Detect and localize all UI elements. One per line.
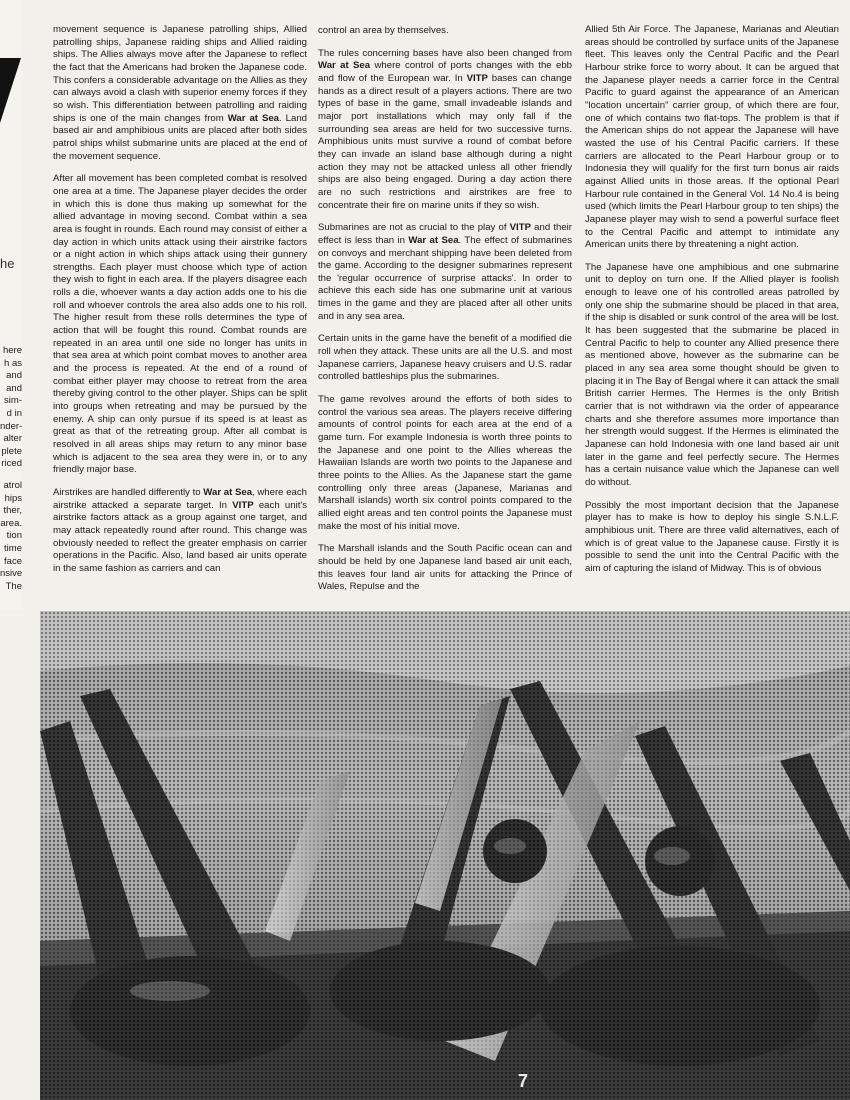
paragraph: The rules concerning bases have also been changed from War at Sea where control of ports changes with the ebb and flow of the European war. In VITP bases can change hands as a direct result of a players actions. There are two types of base in the game, small invadeable islands and major port installations which may only fall if the surrounding sea areas are held for two successive turns. Amphibious units must survive a round of combat before they can invade an island base although during a night action they may not be attacked unless all other friendly ships are also being engaged. During a day action there are no such restrictions and airstrikes are free to concentrate their fire on marine units if they so wish. (318, 47, 572, 211)
margin-fragment-line: atrol (3, 480, 22, 491)
deck-number-marking: 7 (518, 1071, 529, 1091)
margin-fragment-line: and (6, 382, 22, 394)
margin-fragment-line: sim- (4, 395, 22, 407)
article-column-1 (53, 24, 307, 576)
carrier-aircraft-photo (40, 611, 850, 1100)
paragraph: The Marshall islands and the South Pacific ocean can and should be held by one Japanese land based air unit each, this leaves four land air units for attacking the Prince of Wales, Repulse and the (318, 543, 572, 593)
margin-fragment-line: nsive (0, 568, 22, 580)
paragraph: Airstrikes are handled differently to War at Sea, where each airstrike attacked a separate target. In VITP each unit's airstrike factors attack as a group against one target, and may attack repeatedly round after round. This change was obviously needed to reflect the greater emphasis on carrier operations in the Pacific. Also, land based air units operate in the same fashion as carriers and can (53, 486, 308, 574)
paragraph: Certain units in the game have the benefit of a modified die roll when they attack. These units are all the U.S. and most Japanese carriers, Japanese heavy cruisers and U.S. radar controlled battleships plus the submarines. (318, 333, 572, 383)
margin-fragment-line: nder- (0, 420, 22, 432)
margin-fragment-line: time (4, 542, 22, 554)
aircraft-carrier-deck-photo-icon (40, 611, 850, 1100)
paragraph: Submarines are not as crucial to the play of VITP and their effect is less than in War at Sea. The effect of submarines on convoys and merchant shipping have been deleted from the game. According to the designer submarines represent the 'regular occurrence of surprise attacks'. In order to achieve this each side has one submarine unit at various times in the game and they are placed after all other units and in any sea area. (318, 222, 572, 322)
article-column-2 (318, 25, 572, 594)
margin-fragment-line: h as (4, 357, 22, 369)
margin-fragment-line: riced (1, 458, 22, 470)
margin-fragment-line: area. (0, 517, 22, 529)
black-triangle-graphic (0, 58, 21, 123)
margin-fragment-line: alter (3, 433, 22, 445)
margin-fragment-line: face (4, 555, 22, 567)
article-column-3 (585, 24, 839, 576)
margin-fragment-line: plete (1, 445, 22, 457)
margin-fragment-line: d in (6, 407, 22, 419)
margin-fragment-line: The (5, 580, 22, 592)
margin-fragment-line: here (2, 345, 22, 356)
margin-heading-fragment: he (0, 256, 15, 271)
paragraph: After all movement has been completed combat is resolved one area at a time. The Japanese player decides the order in which this is done thus making up somewhat for the allied advantage in moving second. Combat within a sea area is fought in rounds. Each round may consist of either a day action in which units attack using their airstrike factors or a night action in which ships attack using their gunnery strengths. Each player must choose which type of action they wish to fight in each area. If the players disagree each rolls a die, whoever wants a day action adds one to his die roll and whoever controls the area also adds one to his roll. The higher result from these rolls determines the type of action that will be fought this round. Combat rounds are repeated in an area until one side no longer has units in that sea area at which point combat moves to another area and the process is repeated. At the end of a round of combat either player may choose to retreat from the area thereby giving control to the other player. Ships can be split into groups when retreating and may be pursued by the enemy. A ship can only pursue if its speed is at least as great as that of the retreating group. After all combat is resolved in all areas ships may return to any minor base which is adjacent to the sea area they were in, or to any friendly major base. (53, 173, 307, 476)
paragraph: The game revolves around the efforts of both sides to control the various sea areas. The players receive differing amounts of control points for each area at the end of a game turn. For example Indonesia is worth three points to the Japanese and one point to the Allies whereas the Hawaiian Islands are worth two points to the Japanese and three points to the Allies. As the Japanese start the game controlling only three areas (Japanese, Marianas and Marshall islands) worth six control points compared to the allied eight areas and ten control points the Japanese must make the most of his initial move. (318, 394, 572, 532)
paragraph: movement sequence is Japanese patrolling ships, Allied patrolling ships, Japanese raiding ships and Allied raiding ships. The Allies always move after the Japanese to reflect the fact that the Americans had broken the Japanese code. This confers a considerable advantage on the Allies as they can always avoid a clash with superior enemy forces if they so wish. This differentiation between patrolling and raiding ships is one of the main changes from War at Sea. Land based air and amphibious units are placed after both sides patrol ships whilst submarine units are placed at the end of the movement sequence. (53, 24, 307, 162)
paragraph: Allied 5th Air Force. The Japanese, Marianas and Aleutian areas should be controlled by surface units of the Japanese fleet. This leaves only the Central Pacific and the Pearl Harbour strike force to worry about. It can be argued that the Japanese player needs a carrier force in the Central Pacific to guard against the appearance of an American "location uncertain" carrier group, of which there are four, one of which contains two flat-tops. The problem is that if the American ships do not appear the Japanese will have wasted the use of his Central Pacific carriers. If these carriers are allocated to the Pearl Harbour group or to Indonesia they will qualify for the first turn bonus air raids against Allied units in those areas. If the optional Pearl Harbour rule contained in the General Vol. 14 No.4 is being used (which limits the Pearl Harbour group to ten ships) the Japanese player may wish to send a powerful surface fleet to the Central Pacific and attempt to intimidate any American units there by threatening a night action. (585, 24, 839, 251)
paragraph: control an area by themselves. (318, 25, 449, 36)
margin-fragment-line: tion (6, 530, 22, 542)
paragraph: Possibly the most important decision that the Japanese player has to make is how to deploy his single S.N.L.F. amphibious unit. There are three valid alternatives, each of which is of great value to the Japanese cause. Firstly it is possible to send the unit into the Central Pacific with the aim of capturing the island of Midway. This is of obvious (585, 499, 839, 574)
margin-text-upper (0, 345, 22, 471)
margin-text-lower (0, 480, 22, 593)
margin-fragment-line: ther, (3, 505, 22, 517)
paragraph: The Japanese have one amphibious and one submarine unit to deploy on turn one. If the Allied player is foolish enough to leave one of his controlled areas patrolled by only one ship the submarine should be placed in that area, if the ship is disabled or sunk control of the area will be lost. It has been suggested that the submarine be placed in Central Pacific to help to counter any Allied presence there as mentioned above, however as the submarine can be placed in any sea area some thought should be given to placing it in The Bay of Bengal where it can attack the small British carrier Hermes. The Hermes is the only British carrier that is not withdrawn via the order of appearance charts and she therefore assumes more importance than her strength would suggest. If the Hermes is eliminated the Japanese can hold Indonesia with one land based air unit later in the game and feel perfectly secure. The Hermes has a certain nuisance value which the Japanese can well do without. (585, 261, 839, 488)
margin-fragment-line: and (6, 370, 22, 382)
margin-fragment-line: hips (4, 492, 22, 504)
